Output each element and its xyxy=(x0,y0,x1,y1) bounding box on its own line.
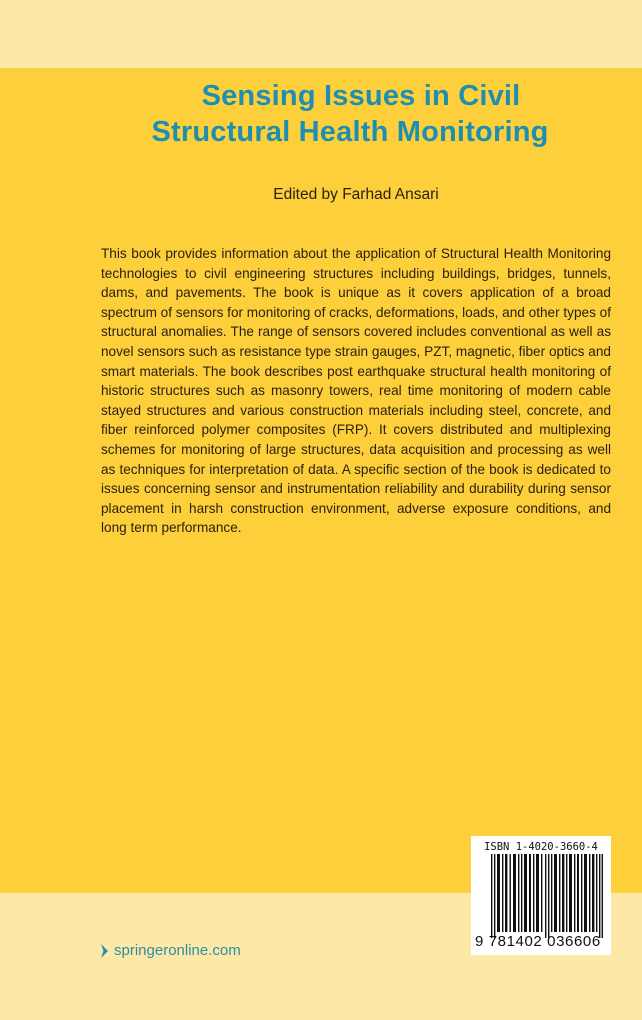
isbn-barcode xyxy=(471,836,611,955)
top-band xyxy=(0,0,642,68)
book-description: This book provides information about the application of Structural Health Monitoring technologies to civil engineering structures including buildings, bridges, tunnels, dams, and pavements. The book is unique as it covers application of a broad spectrum of sensors for monitoring of cracks, deformations, loads, and other types of structural anomalies. The range of sensors covered includes conventional as well as novel sensors such as resistance type strain gauges, PZT, magnetic, fiber optics and smart materials. The book describes post earthquake structural health monitoring of historic structures such as masonry towers, real time monitoring of modern cable stayed structures and various construction materials including steel, concrete, and fiber reinforced polymer composites (FRP). It covers distributed and multiplexing schemes for monitoring of large structures, data acquisition and processing as well as techniques for interpretation of data. A specific section of the book is dedicated to issues concerning sensor and instrumentation reliability and durability during sensor placement in harsh construction environment, adverse exposure conditions, and long term performance. xyxy=(101,246,612,536)
ean-number: 9 781402 036606 xyxy=(475,933,601,950)
editor-credit: Edited by Farhad Ansari xyxy=(273,186,439,203)
book-title-line-2: Structural Health Monitoring xyxy=(151,116,549,148)
book-title xyxy=(60,78,640,150)
barcode-bars-icon xyxy=(491,854,603,938)
publisher-website-link[interactable]: springeronline.com xyxy=(114,942,241,959)
isbn-label: ISBN 1-4020-3660-4 xyxy=(484,841,598,853)
book-title-line-1: Sensing Issues in Civil xyxy=(201,80,521,112)
publisher-website[interactable] xyxy=(100,942,241,959)
chevron-right-icon xyxy=(100,943,110,959)
